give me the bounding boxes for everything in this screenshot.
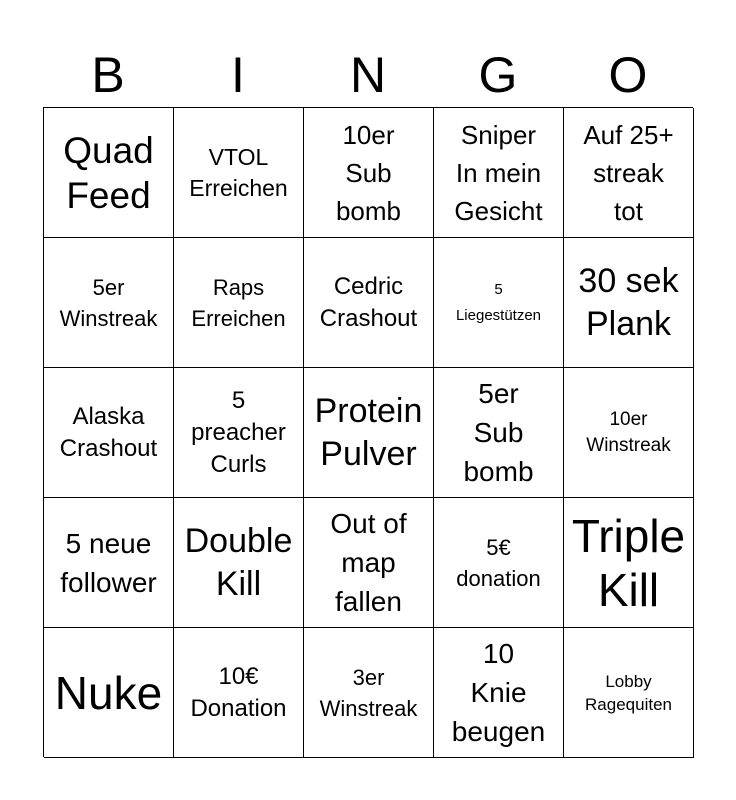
bingo-cell[interactable] — [564, 628, 694, 758]
cell-text: 3er Winstreak — [319, 664, 418, 721]
bingo-cell[interactable] — [44, 238, 174, 368]
bingo-cell[interactable] — [304, 238, 434, 368]
cell-text: VTOL Erreichen — [189, 143, 288, 201]
bingo-cell[interactable] — [174, 238, 304, 368]
cell-text: Triple Kill — [571, 509, 686, 616]
header-letter-g: G — [478, 47, 518, 103]
header-letter-o: O — [608, 47, 648, 103]
bingo-cell[interactable] — [44, 628, 174, 758]
header-letter-b: B — [91, 47, 125, 103]
cell-text: Cedric Crashout — [319, 272, 418, 332]
bingo-cell[interactable] — [174, 108, 304, 238]
bingo-cell[interactable] — [564, 368, 694, 498]
bingo-header — [43, 42, 693, 108]
bingo-cell[interactable] — [44, 498, 174, 628]
header-letter-n: N — [349, 47, 387, 103]
cell-text: 30 sek Plank — [578, 261, 679, 343]
cell-text: Raps Erreichen — [191, 274, 286, 331]
cell-text: 10 Knie beugen — [451, 638, 546, 747]
cell-text: Double Kill — [184, 521, 293, 603]
cell-text: 10er Sub bomb — [335, 119, 402, 226]
bingo-cell[interactable] — [434, 368, 564, 498]
cell-text: 5er Sub bomb — [463, 378, 534, 487]
bingo-cell[interactable] — [564, 238, 694, 368]
cell-text: Out of map fallen — [330, 508, 407, 617]
bingo-cell[interactable] — [434, 108, 564, 238]
bingo-cell[interactable] — [434, 498, 564, 628]
cell-text: 10€ Donation — [190, 662, 287, 722]
bingo-cell[interactable] — [174, 368, 304, 498]
cell-text: Nuke — [54, 666, 163, 719]
bingo-cell[interactable] — [564, 498, 694, 628]
bingo-grid — [43, 107, 693, 757]
cell-text: 5er Winstreak — [59, 274, 158, 331]
bingo-cell[interactable] — [304, 368, 434, 498]
bingo-cell[interactable] — [434, 238, 564, 368]
bingo-cell[interactable] — [564, 108, 694, 238]
bingo-cell[interactable] — [174, 628, 304, 758]
cell-text: 5€ donation — [456, 534, 541, 591]
bingo-cell[interactable] — [44, 368, 174, 498]
cell-text: Alaska Crashout — [59, 402, 158, 462]
bingo-cell[interactable] — [304, 108, 434, 238]
cell-text: Quad Feed — [63, 129, 154, 216]
bingo-cell[interactable] — [304, 628, 434, 758]
cell-text: Protein Pulver — [314, 391, 423, 473]
cell-text: 10er Winstreak — [586, 408, 671, 456]
header-letter-i: I — [231, 47, 245, 103]
cell-text: 5 neue follower — [60, 527, 157, 598]
cell-text: Auf 25+ streak tot — [583, 119, 674, 226]
bingo-cell[interactable] — [44, 108, 174, 238]
cell-text: Sniper In mein Gesicht — [454, 119, 543, 226]
bingo-cell[interactable] — [304, 498, 434, 628]
cell-text: Lobby Ragequiten — [585, 671, 672, 714]
cell-text: 5 Liegestützen — [455, 280, 542, 324]
bingo-cell[interactable] — [174, 498, 304, 628]
bingo-cell[interactable] — [434, 628, 564, 758]
cell-text: 5 preacher Curls — [191, 386, 286, 478]
